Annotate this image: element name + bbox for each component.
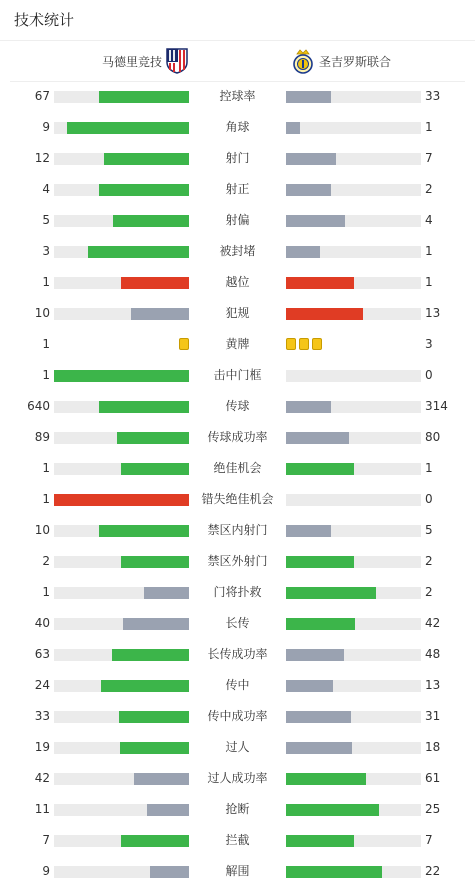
away-bar-fill xyxy=(286,835,354,847)
away-value: 22 xyxy=(425,864,441,878)
away-bar-track xyxy=(286,308,421,320)
stat-row xyxy=(0,546,475,577)
away-bar-track xyxy=(286,618,421,630)
away-bar-track xyxy=(286,587,421,599)
home-bar-track xyxy=(54,804,189,816)
away-bar-track xyxy=(286,835,421,847)
teams-header xyxy=(0,44,475,80)
atletico-madrid-logo-icon[interactable] xyxy=(166,48,188,78)
away-bar-fill xyxy=(286,401,331,413)
stat-label: 拦截 xyxy=(225,833,250,847)
away-value: 80 xyxy=(425,430,441,444)
home-value: 40 xyxy=(34,616,50,630)
stat-label: 长传 xyxy=(225,616,250,630)
stat-row xyxy=(0,670,475,701)
away-bar-fill xyxy=(286,246,320,258)
stat-label: 犯规 xyxy=(225,306,250,320)
stat-label: 传球 xyxy=(225,399,250,413)
home-bar-fill xyxy=(113,215,189,227)
home-bar-track xyxy=(54,246,189,258)
page-title: 技术统计 xyxy=(14,11,75,29)
stat-row xyxy=(0,856,475,887)
away-bar-track xyxy=(286,711,421,723)
home-value: 33 xyxy=(34,709,50,723)
home-bar-track xyxy=(54,618,189,630)
stat-label: 被封堵 xyxy=(219,244,256,258)
away-value: 7 xyxy=(425,833,433,847)
stat-row xyxy=(0,453,475,484)
home-value: 7 xyxy=(42,833,50,847)
away-value: 0 xyxy=(425,368,433,382)
away-yellow-cards xyxy=(286,338,322,350)
stat-row xyxy=(0,298,475,329)
away-bar-track xyxy=(286,432,421,444)
away-value: 7 xyxy=(425,151,433,165)
home-bar-fill xyxy=(119,711,189,723)
home-bar-fill xyxy=(54,494,189,506)
home-bar-fill xyxy=(123,618,189,630)
stat-label: 长传成功率 xyxy=(207,647,268,661)
away-bar-fill xyxy=(286,215,345,227)
stat-label: 绝佳机会 xyxy=(213,461,262,475)
stat-row xyxy=(0,825,475,856)
home-bar-fill xyxy=(131,308,189,320)
away-bar-fill xyxy=(286,649,344,661)
home-value: 11 xyxy=(34,802,50,816)
away-value: 13 xyxy=(425,306,441,320)
home-bar-fill xyxy=(101,680,189,692)
away-bar-fill xyxy=(286,587,376,599)
home-bar-track xyxy=(54,184,189,196)
away-value: 33 xyxy=(425,89,441,103)
away-value: 2 xyxy=(425,585,433,599)
away-bar-track xyxy=(286,370,421,382)
stat-label: 过人成功率 xyxy=(207,771,268,785)
away-value: 48 xyxy=(425,647,441,661)
home-bar-fill xyxy=(99,184,189,196)
away-bar-fill xyxy=(286,91,331,103)
stat-label: 角球 xyxy=(225,120,250,134)
away-bar-fill xyxy=(286,866,382,878)
away-value: 2 xyxy=(425,554,433,568)
header-divider xyxy=(0,40,475,41)
stat-label: 控球率 xyxy=(219,89,256,103)
home-value: 12 xyxy=(34,151,50,165)
home-value: 67 xyxy=(34,89,50,103)
home-bar-track xyxy=(54,742,189,754)
home-value: 1 xyxy=(42,275,50,289)
stat-row xyxy=(0,267,475,298)
yellow-card-icon xyxy=(312,338,322,350)
home-value: 2 xyxy=(42,554,50,568)
away-bar-fill xyxy=(286,308,363,320)
home-bar-fill xyxy=(121,835,189,847)
home-bar-track xyxy=(54,215,189,227)
away-bar-track xyxy=(286,742,421,754)
away-bar-fill xyxy=(286,122,300,134)
yellow-card-icon xyxy=(179,338,189,350)
home-bar-track xyxy=(54,587,189,599)
home-value: 1 xyxy=(42,368,50,382)
stat-row xyxy=(0,515,475,546)
home-bar-fill xyxy=(120,742,189,754)
home-value: 1 xyxy=(42,337,50,351)
stat-row xyxy=(0,329,475,360)
home-bar-track xyxy=(54,649,189,661)
away-bar-track xyxy=(286,494,421,506)
home-bar-fill xyxy=(67,122,189,134)
home-value: 63 xyxy=(34,647,50,661)
away-value: 3 xyxy=(425,337,433,351)
stat-row xyxy=(0,577,475,608)
home-bar-fill xyxy=(121,277,189,289)
away-value: 4 xyxy=(425,213,433,227)
home-bar-track xyxy=(54,91,189,103)
away-bar-fill xyxy=(286,432,349,444)
stat-row xyxy=(0,639,475,670)
home-bar-track xyxy=(54,432,189,444)
stat-label: 传球成功率 xyxy=(207,430,268,444)
home-bar-fill xyxy=(121,556,189,568)
stat-row xyxy=(0,112,475,143)
away-value: 1 xyxy=(425,275,433,289)
away-value: 13 xyxy=(425,678,441,692)
home-bar-fill xyxy=(88,246,189,258)
stat-label: 传中 xyxy=(225,678,250,692)
home-bar-track xyxy=(54,122,189,134)
away-bar-track xyxy=(286,246,421,258)
stat-label: 解围 xyxy=(225,864,250,878)
home-value: 1 xyxy=(42,492,50,506)
stat-label: 抢断 xyxy=(225,802,250,816)
home-bar-fill xyxy=(104,153,189,165)
away-bar-fill xyxy=(286,680,333,692)
away-value: 2 xyxy=(425,182,433,196)
stat-row xyxy=(0,794,475,825)
away-value: 1 xyxy=(425,244,433,258)
away-bar-track xyxy=(286,463,421,475)
home-bar-track xyxy=(54,494,189,506)
away-bar-fill xyxy=(286,773,366,785)
away-value: 31 xyxy=(425,709,441,723)
home-bar-track xyxy=(54,370,189,382)
home-team-name[interactable]: 马德里竞技 xyxy=(101,55,162,69)
away-bar-fill xyxy=(286,804,379,816)
away-value: 5 xyxy=(425,523,433,537)
home-bar-fill xyxy=(134,773,189,785)
home-bar-track xyxy=(54,277,189,289)
stat-row xyxy=(0,701,475,732)
home-bar-fill xyxy=(147,804,189,816)
away-bar-track xyxy=(286,649,421,661)
home-value: 24 xyxy=(34,678,50,692)
stat-row xyxy=(0,81,475,112)
home-bar-fill xyxy=(112,649,189,661)
away-bar-track xyxy=(286,773,421,785)
home-value: 89 xyxy=(34,430,50,444)
home-bar-fill xyxy=(150,866,189,878)
stat-row xyxy=(0,732,475,763)
away-value: 0 xyxy=(425,492,433,506)
stats-list xyxy=(0,81,475,887)
away-bar-fill xyxy=(286,525,331,537)
stat-row xyxy=(0,391,475,422)
away-value: 42 xyxy=(425,616,441,630)
stat-row xyxy=(0,422,475,453)
home-bar-fill xyxy=(121,463,189,475)
stat-label: 禁区外射门 xyxy=(207,554,268,568)
away-bar-fill xyxy=(286,463,354,475)
away-bar-fill xyxy=(286,184,331,196)
away-bar-track xyxy=(286,866,421,878)
home-value: 1 xyxy=(42,461,50,475)
away-bar-fill xyxy=(286,153,336,165)
stat-row xyxy=(0,484,475,515)
stat-label: 射偏 xyxy=(225,213,250,227)
home-bar-fill xyxy=(99,525,189,537)
away-bar-track xyxy=(286,277,421,289)
away-team-name[interactable]: 圣吉罗斯联合 xyxy=(319,55,392,69)
home-value: 1 xyxy=(42,585,50,599)
away-value: 1 xyxy=(425,461,433,475)
home-bar-track xyxy=(54,773,189,785)
away-bar-track xyxy=(286,215,421,227)
stat-label: 射门 xyxy=(225,151,250,165)
stat-row xyxy=(0,763,475,794)
away-bar-track xyxy=(286,804,421,816)
stat-row xyxy=(0,174,475,205)
home-yellow-cards xyxy=(179,338,189,350)
stat-label: 黄牌 xyxy=(225,337,250,351)
away-value: 18 xyxy=(425,740,441,754)
home-bar-track xyxy=(54,401,189,413)
home-bar-track xyxy=(54,556,189,568)
stat-row xyxy=(0,143,475,174)
stat-label: 错失绝佳机会 xyxy=(201,492,274,506)
home-bar-fill xyxy=(99,91,189,103)
stat-label: 禁区内射门 xyxy=(207,523,268,537)
away-value: 1 xyxy=(425,120,433,134)
home-bar-track xyxy=(54,463,189,475)
away-bar-track xyxy=(286,401,421,413)
away-bar-track xyxy=(286,556,421,568)
away-value: 25 xyxy=(425,802,441,816)
stat-row xyxy=(0,360,475,391)
away-bar-fill xyxy=(286,556,354,568)
away-bar-track xyxy=(286,184,421,196)
stat-label: 越位 xyxy=(225,275,250,289)
away-bar-fill xyxy=(286,742,352,754)
stat-row xyxy=(0,205,475,236)
away-bar-track xyxy=(286,525,421,537)
stat-label: 门将扑救 xyxy=(213,585,262,599)
stat-label: 过人 xyxy=(225,740,250,754)
home-bar-fill xyxy=(99,401,189,413)
stat-label: 射正 xyxy=(225,182,250,196)
home-bar-track xyxy=(54,308,189,320)
home-bar-track xyxy=(54,835,189,847)
home-value: 4 xyxy=(42,182,50,196)
away-bar-fill xyxy=(286,277,354,289)
home-value: 19 xyxy=(34,740,50,754)
stat-row xyxy=(0,608,475,639)
home-value: 9 xyxy=(42,120,50,134)
home-bar-track xyxy=(54,680,189,692)
stat-label: 传中成功率 xyxy=(207,709,268,723)
away-value: 314 xyxy=(425,399,448,413)
stat-label: 击中门框 xyxy=(213,368,262,382)
home-value: 640 xyxy=(27,399,50,413)
home-bar-track xyxy=(54,866,189,878)
home-bar-fill xyxy=(117,432,189,444)
away-bar-track xyxy=(286,680,421,692)
union-saint-gilloise-logo-icon[interactable] xyxy=(291,48,315,78)
home-value: 5 xyxy=(42,213,50,227)
home-value: 42 xyxy=(34,771,50,785)
home-bar-track xyxy=(54,711,189,723)
home-value: 3 xyxy=(42,244,50,258)
away-bar-track xyxy=(286,153,421,165)
home-bar-fill xyxy=(144,587,189,599)
away-bar-track xyxy=(286,122,421,134)
away-bar-track xyxy=(286,91,421,103)
stat-row xyxy=(0,236,475,267)
away-value: 61 xyxy=(425,771,441,785)
home-bar-track xyxy=(54,525,189,537)
home-bar-fill xyxy=(54,370,189,382)
home-value: 10 xyxy=(34,523,50,537)
home-bar-track xyxy=(54,153,189,165)
yellow-card-icon xyxy=(286,338,296,350)
home-value: 9 xyxy=(42,864,50,878)
yellow-card-icon xyxy=(299,338,309,350)
home-value: 10 xyxy=(34,306,50,320)
away-bar-fill xyxy=(286,711,351,723)
away-bar-fill xyxy=(286,618,355,630)
